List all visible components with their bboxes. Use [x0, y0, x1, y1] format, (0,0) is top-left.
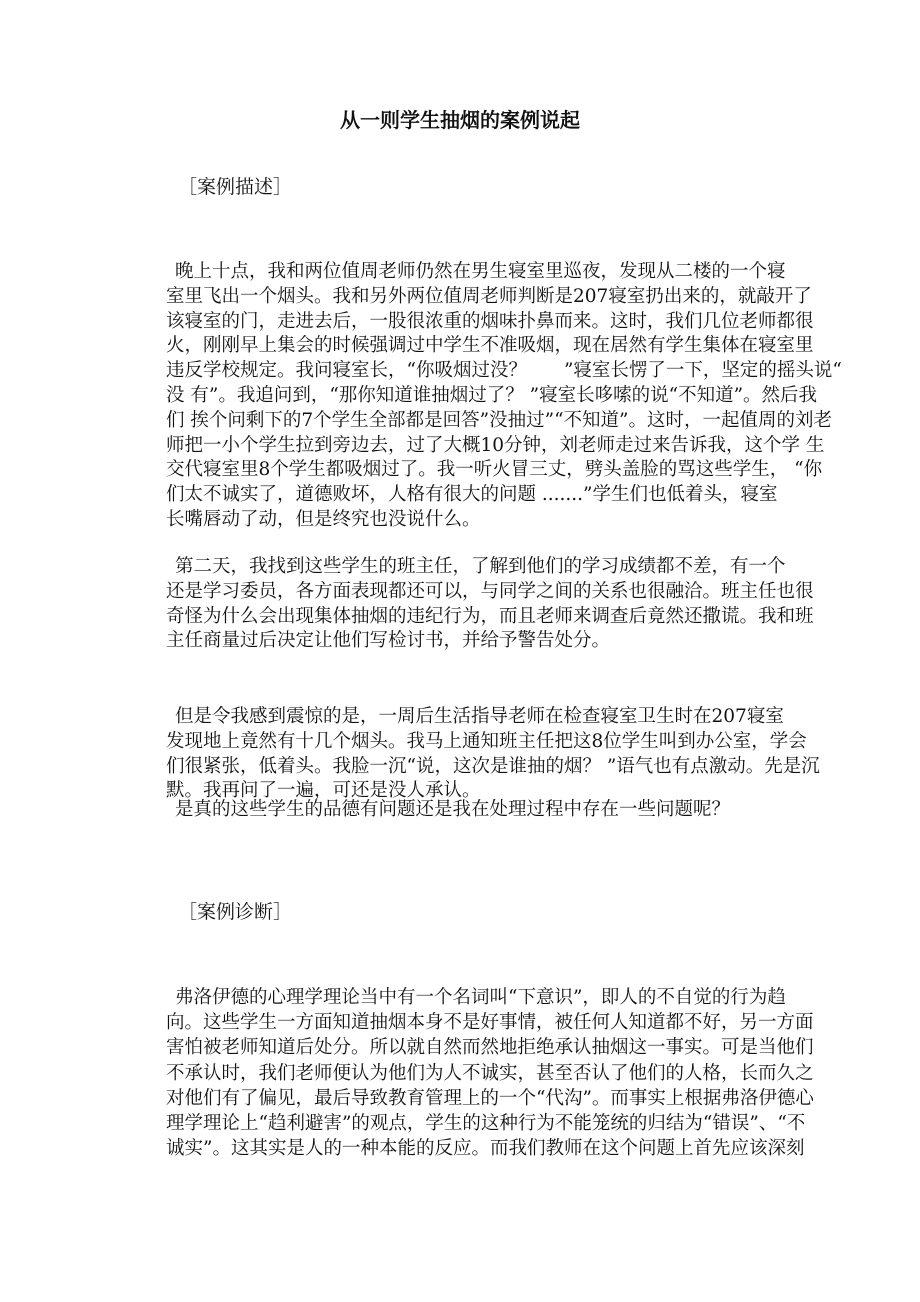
text-line: 师把一小个学生拉到旁边去，过了大概10分钟，刘老师走过来告诉我，这个学 生: [166, 434, 825, 456]
paragraph: [166, 985, 814, 1161]
text-line: 弗洛伊德的心理学理论当中有一个名词叫“下意识”，即人的不自觉的行为趋: [175, 987, 786, 1008]
document-title: 从一则学生抽烟的案例说起: [340, 108, 580, 132]
section-heading-case-description: ［案例描述］: [178, 176, 293, 198]
section-heading-case-diagnosis: ［案例诊断］: [178, 901, 293, 923]
text-line: 交代寝室里8个学生都吸烟过了。我一听火冒三丈，劈头盖脸的骂这些学生， “你: [166, 459, 823, 481]
text-line: 害怕被老师知道后处分。所以就自然而然地拒绝承认抽烟这一事实。可是当他们: [166, 1037, 814, 1059]
text-line: 主任商量过后决定让他们写检讨书，并给予警告处分。: [166, 630, 611, 652]
text-line: 该寝室的门，走进去后，一股很浓重的烟味扑鼻而来。这时，我们几位老师都很: [166, 310, 814, 332]
text-line: 不承认时，我们老师便认为他们为人不诚实，甚至否认了他们的人格，长而久之: [166, 1062, 814, 1084]
text-line: 但是令我感到震惊的是，一周后生活指导老师在检查寝室卫生时在207寝室: [175, 706, 784, 727]
text-line: 们很紧张，低着头。我脸一沉“说，这次是谁抽的烟？ ”语气也有点激动。先是沉: [166, 755, 820, 777]
text-line: 没 有”。我追问到，“那你知道谁抽烟过了？ ”寝室长哆嗦的说“不知道”。然后我: [166, 384, 818, 406]
text-line: 火，刚刚早上集会的时候强调过中学生不准吸烟，现在居然有学生集体在寝室里: [166, 335, 814, 357]
text-line: 对他们有了偏见，最后导致教育管理上的一个“代沟”。而事实上根据弗洛伊德心: [166, 1087, 814, 1109]
text-line: 奇怪为什么会出现集体抽烟的违纪行为，而且老师来调查后竟然还撒谎。我和班: [166, 605, 814, 627]
text-line: 诚实”。这其实是人的一种本能的反应。而我们教师在这个问题上首先应该深刻: [166, 1138, 805, 1160]
text-line: 发现地上竟然有十几个烟头。我马上通知班主任把这8位学生叫到办公室，学会: [166, 730, 807, 752]
text-line: 向。这些学生一方面知道抽烟本身不是好事情，被任何人知道都不好，另一方面: [166, 1012, 814, 1034]
text-line: 们太不诚实了，道德败坏，人格有很大的问题 .......”学生们也低着头，寝室: [166, 484, 778, 506]
text-line: 还是学习委员，各方面表现都还可以，与同学之间的关系也很融洽。班主任也很: [166, 580, 814, 602]
text-line: 理学理论上“趋利避害”的观点，学生的这种行为不能笼统的归结为“错误”、“不: [166, 1112, 806, 1134]
text-line: 违反学校规定。我问寝室长，“你吸烟过没？ ”寝室长愣了一下，坚定的摇头说“: [166, 360, 842, 382]
text-line: 长嘴唇动了动，但是终究也没说什么。: [166, 508, 481, 530]
paragraph: [166, 555, 814, 654]
text-line: 第二天，我找到这些学生的班主任，了解到他们的学习成绩都不差，有一个: [175, 556, 786, 577]
text-line: 室里飞出一个烟头。我和另外两位值周老师判断是207寝室扔出来的，就敲开了: [166, 285, 812, 307]
paragraph: [166, 705, 820, 804]
text-line: 是真的这些学生的品德有问题还是我在处理过程中存在一些问题呢？: [175, 799, 731, 820]
text-line: 晚上十点，我和两位值周老师仍然在男生寝室里巡夜，发现从二楼的一个寝: [175, 261, 786, 282]
text-line: 默。我再问了一遍，可还是没人承认。: [166, 780, 481, 802]
paragraph: [166, 798, 743, 823]
text-line: 们 挨个问剩下的7个学生全部都是回答”没抽过”“不知道”。这时，一起值周的刘老: [166, 409, 832, 431]
paragraph: [166, 260, 842, 533]
